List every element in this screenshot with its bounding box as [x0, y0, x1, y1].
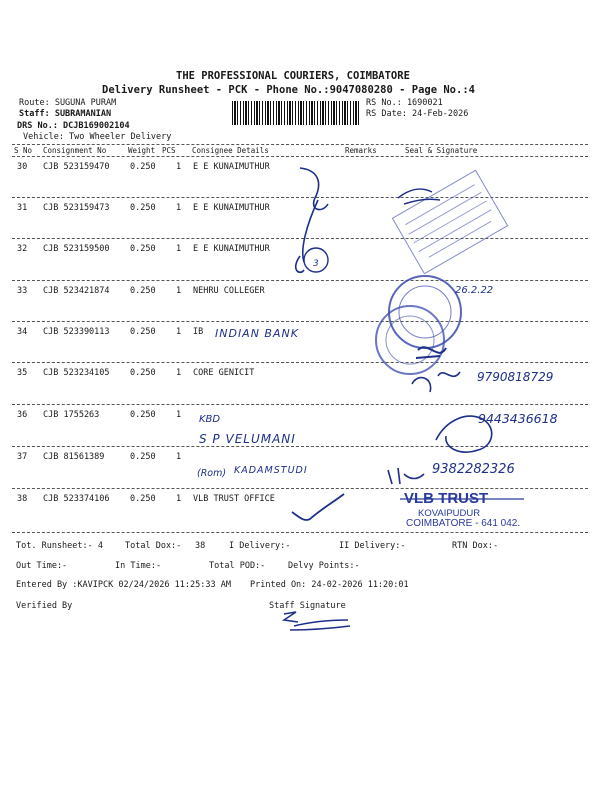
weight: 0.250 — [130, 494, 156, 504]
col-sno: S No — [14, 146, 33, 155]
weight: 0.250 — [130, 244, 156, 254]
consignment-no: CJB 81561389 — [43, 452, 105, 462]
consignment-no: CJB 523234105 — [43, 368, 110, 378]
staff-signature-label: Staff Signature — [269, 601, 346, 611]
total-pod: Total POD:- — [209, 561, 266, 571]
consignee: VLB TRUST OFFICE — [193, 494, 275, 504]
drs-number: DRS No.: DCJB169002104 — [17, 121, 130, 131]
consignment-no: CJB 523390113 — [43, 327, 110, 337]
verified-by: Verified By — [16, 601, 73, 611]
weight: 0.250 — [130, 368, 156, 378]
round-seal-icon — [389, 276, 461, 348]
in-time: In Time:- — [115, 561, 162, 571]
rubber-stamp-tamil — [392, 170, 507, 273]
pcs: 1 — [176, 203, 182, 213]
sno: 35 — [17, 368, 28, 378]
pcs: 1 — [176, 452, 182, 462]
handwritten-phone: 9790818729 — [477, 370, 554, 384]
stamp-vlb-name: VLB TRUST — [404, 490, 489, 507]
pcs: 1 — [176, 327, 182, 337]
consignment-no: CJB 523159470 — [43, 162, 110, 172]
rs-date: RS Date: 24-Feb-2026 — [366, 109, 469, 119]
pcs: 1 — [176, 286, 182, 296]
handwritten-date: 26.2.22 — [455, 285, 494, 296]
signature — [388, 468, 424, 484]
consignment-no: CJB 523159473 — [43, 203, 110, 213]
sno: 33 — [17, 286, 28, 296]
tot-runsheet: Tot. Runsheet:- 4 — [16, 541, 103, 551]
col-pcs: PCS — [162, 146, 176, 155]
weight: 0.250 — [130, 327, 156, 337]
total-dox-label: Total Dox:- — [125, 541, 182, 551]
stamp-vlb-city: COIMBATORE - 641 042. — [406, 518, 521, 529]
weight: 0.250 — [130, 452, 156, 462]
handwritten-indian-bank: INDIAN BANK — [215, 327, 299, 340]
handwritten-rom: (Rom) — [197, 468, 227, 479]
consignee: E E KUNAIMUTHUR — [193, 203, 270, 213]
delvy-points: Delvy Points:- — [288, 561, 360, 571]
consignment-no: CJB 523374106 — [43, 494, 110, 504]
company-title: THE PROFESSIONAL COURIERS, COIMBATORE — [176, 70, 410, 82]
sno: 31 — [17, 203, 28, 213]
stamp-vlb-area: KOVAIPUDUR — [418, 508, 481, 519]
handwritten-number: 3 — [313, 259, 319, 269]
rs-number: RS No.: 1690021 — [366, 98, 443, 108]
route: Route: SUGUNA PURAM — [19, 98, 117, 108]
staff: Staff: SUBRAMANIAN — [19, 109, 112, 119]
consignee: NEHRU COLLEGER — [193, 286, 265, 296]
signature — [398, 189, 440, 204]
col-consignment: Consignment No — [43, 146, 107, 155]
sno: 38 — [17, 494, 28, 504]
i-delivery: I Delivery:- — [229, 541, 291, 551]
handwritten-phone: 9443436618 — [478, 411, 558, 426]
total-dox-value: 38 — [195, 541, 206, 551]
handwritten-consignee: KADAMSTUDI — [234, 465, 308, 476]
runsheet-subtitle: Delivery Runsheet - PCK - Phone No.:9047080280 - Page No.:4 — [102, 84, 475, 96]
consignee: E E KUNAIMUTHUR — [193, 244, 270, 254]
consignment-no: CJB 523159500 — [43, 244, 110, 254]
sno: 37 — [17, 452, 28, 462]
signature — [412, 372, 460, 392]
weight: 0.250 — [130, 162, 156, 172]
rtn-dox: RTN Dox:- — [452, 541, 499, 551]
pcs: 1 — [176, 494, 182, 504]
pcs: 1 — [176, 162, 182, 172]
handwritten-kbd: KBD — [199, 414, 221, 425]
sno: 36 — [17, 410, 28, 420]
col-seal: Seal & Signature — [405, 146, 478, 155]
handwritten-phone: 9382282326 — [432, 462, 515, 477]
consignee: CORE GENICIT — [193, 368, 255, 378]
weight: 0.250 — [130, 286, 156, 296]
consignment-no: CJB 1755263 — [43, 410, 100, 420]
printed-on: Printed On: 24-02-2026 11:20:01 — [250, 580, 409, 590]
ii-delivery: II Delivery:- — [339, 541, 406, 551]
handwritten-bracket — [296, 168, 328, 272]
sno: 30 — [17, 162, 28, 172]
col-weight: Weight — [128, 146, 156, 155]
sno: 32 — [17, 244, 28, 254]
consignee: E E KUNAIMUTHUR — [193, 162, 270, 172]
weight: 0.250 — [130, 410, 156, 420]
handwritten-consignee: S P VELUMANI — [199, 432, 296, 446]
consignee: IB — [193, 327, 204, 337]
staff-signature-mark — [284, 612, 350, 630]
sno: 34 — [17, 327, 28, 337]
entered-by: Entered By :KAVIPCK 02/24/2026 11:25:33 AM — [16, 580, 231, 590]
weight: 0.250 — [130, 203, 156, 213]
out-time: Out Time:- — [16, 561, 68, 571]
pcs: 1 — [176, 368, 182, 378]
consignment-no: CJB 523421874 — [43, 286, 110, 296]
pcs: 1 — [176, 410, 182, 420]
col-consignee: Consignee Details — [192, 146, 269, 155]
pcs: 1 — [176, 244, 182, 254]
tick-mark — [292, 494, 344, 520]
vehicle: Vehicle: Two Wheeler Delivery — [23, 132, 172, 142]
col-remarks: Remarks — [345, 146, 377, 155]
